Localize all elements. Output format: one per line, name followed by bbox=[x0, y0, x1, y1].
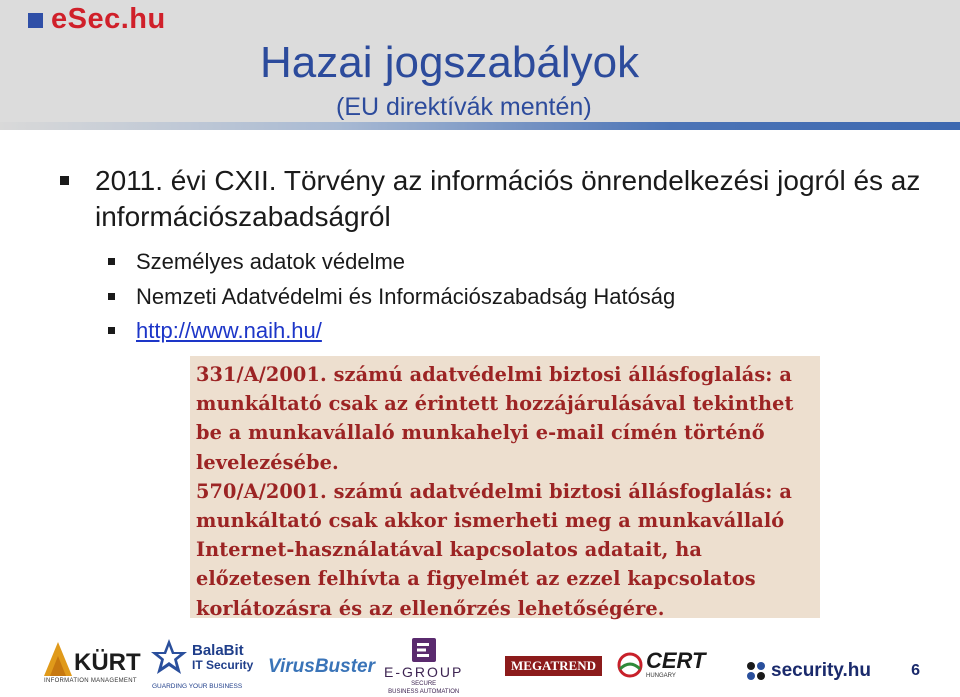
quote-line: 570/A/2001. számú adatvédelmi biztosi állásfoglalás: a bbox=[196, 479, 792, 503]
egroup-name: E-GROUP bbox=[384, 664, 464, 680]
securityhu-name: security.hu bbox=[771, 660, 871, 681]
bullet-square-icon bbox=[108, 293, 115, 300]
cert-name: CERT bbox=[646, 648, 706, 673]
virusbuster-logo bbox=[268, 656, 375, 678]
balabit-tagline: GUARDING YOUR BUSINESS bbox=[152, 683, 243, 690]
kurt-tagline: INFORMATION MANAGEMENT bbox=[44, 678, 137, 684]
balabit-star-icon bbox=[150, 638, 188, 676]
sub-bullet-text: Személyes adatok védelme bbox=[136, 249, 406, 274]
quote-line: előzetesen felhívta a figyelmét az ezzel kapcsolatos bbox=[196, 567, 756, 591]
sub-bullet-2 bbox=[108, 284, 675, 310]
naih-link[interactable]: http://www.naih.hu/ bbox=[136, 318, 322, 343]
egroup-logo bbox=[384, 636, 463, 696]
cert-swirl-icon bbox=[616, 651, 644, 679]
balabit-tagline-wrap bbox=[152, 683, 242, 690]
quote-line: 331/A/2001. számú adatvédelmi biztosi állásfoglalás: a bbox=[196, 363, 792, 386]
esec-logo bbox=[28, 4, 166, 34]
egroup-emblem-icon bbox=[410, 636, 438, 664]
kurt-name: KÜRT bbox=[74, 649, 141, 676]
bullet-square-icon bbox=[108, 327, 115, 334]
cert-tagline: HUNGARY bbox=[646, 673, 676, 679]
balabit-name: BalaBit bbox=[192, 641, 244, 659]
egroup-tag1: SECURE bbox=[411, 681, 437, 687]
quote-line: munkáltató csak akkor ismerheti meg a munkavállaló bbox=[196, 509, 785, 533]
header-gradient-bar bbox=[0, 122, 960, 130]
kurt-mountain-icon bbox=[44, 642, 72, 676]
main-bullet-text: 2011. évi CXII. Törvény az információs önrendelkezési jogról és az információszabadságról bbox=[95, 165, 921, 232]
quote-line: Internet-használatával kapcsolatos adatait, ha bbox=[196, 538, 702, 562]
logo-text: eSec.hu bbox=[51, 2, 166, 35]
page-number: 6 bbox=[911, 662, 920, 679]
sponsor-footer bbox=[0, 630, 960, 697]
kurt-logo bbox=[44, 642, 141, 684]
cert-logo bbox=[616, 650, 706, 680]
megatrend-name: MEGATREND bbox=[511, 658, 596, 673]
slide-title: Hazai jogszabályok bbox=[260, 38, 640, 87]
virusbuster-name: VirusBuster bbox=[268, 656, 375, 677]
quote-image bbox=[190, 356, 820, 618]
quote-line: munkáltató csak az érintett hozzájárulásával tekinthet bbox=[196, 392, 794, 416]
quote-line: levelezésébe. bbox=[196, 450, 339, 474]
quote-line: be a munkavállaló munkahelyi e-mail címén történő bbox=[196, 421, 765, 445]
sub-bullet-3 bbox=[108, 318, 322, 344]
quote-line: korlátozásra és az ellenőrzés lehetőségére. bbox=[196, 596, 665, 620]
securityhu-logo bbox=[746, 660, 871, 682]
securityhu-dots-icon bbox=[746, 661, 768, 681]
balabit-name2: IT Security bbox=[192, 657, 254, 672]
egroup-tag2: BUSINESS AUTOMATION bbox=[388, 689, 460, 695]
main-bullet bbox=[60, 163, 930, 235]
logo-square-icon bbox=[28, 13, 43, 28]
sub-bullet-text: Nemzeti Adatvédelmi és Információszabadság Hatóság bbox=[136, 284, 676, 309]
megatrend-logo bbox=[505, 656, 602, 676]
balabit-logo bbox=[150, 638, 253, 676]
bullet-square-icon bbox=[60, 176, 69, 185]
sub-bullet-1 bbox=[108, 249, 405, 275]
slide-subtitle: (EU direktívák mentén) bbox=[336, 93, 592, 121]
bullet-square-icon bbox=[108, 258, 115, 265]
